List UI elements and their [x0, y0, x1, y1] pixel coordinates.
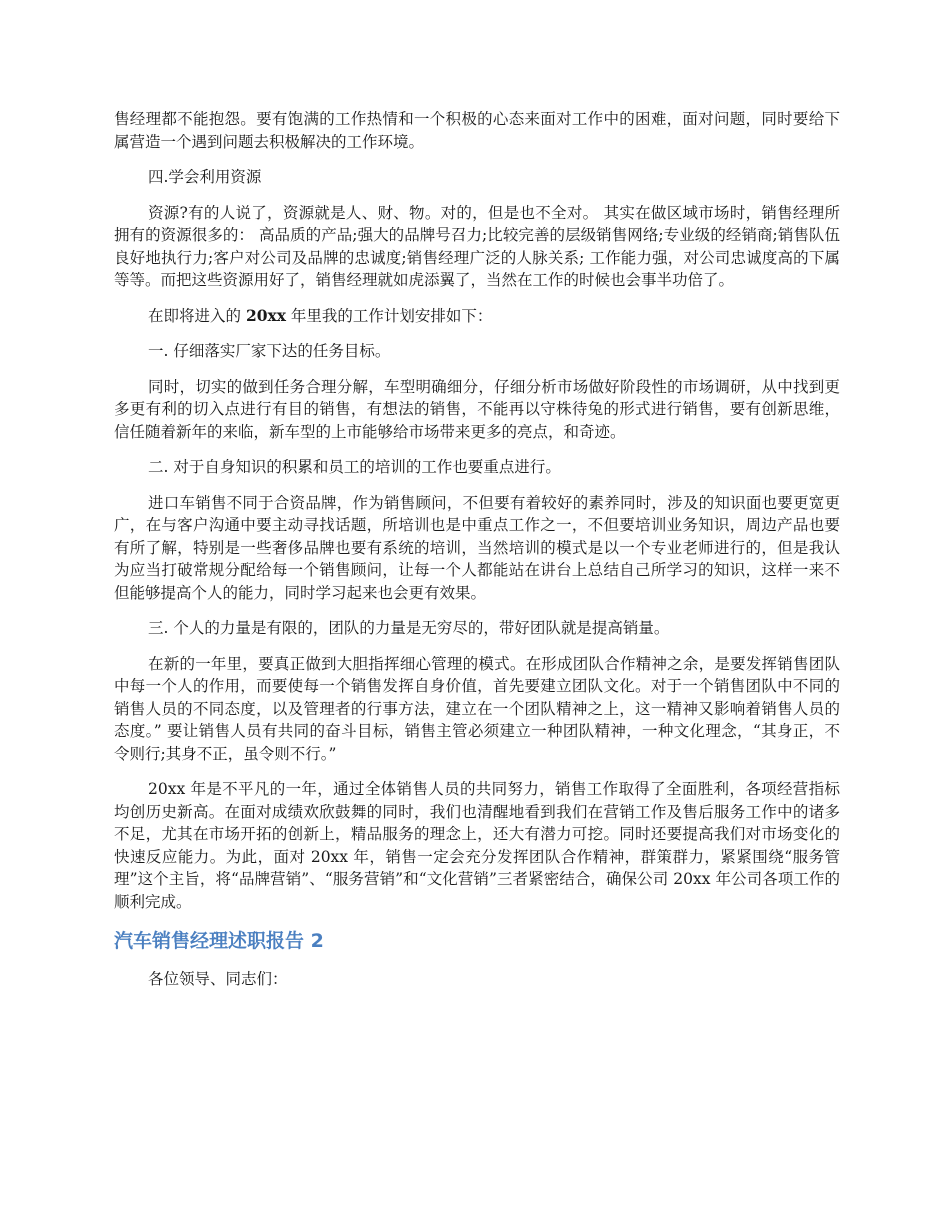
- plan-item-1: 一. 仔细落实厂家下达的任务目标。: [148, 342, 391, 360]
- section-title-use-resources: 四.学会利用资源: [148, 168, 262, 186]
- plan-item-3: 三. 个人的力量是有限的，团队的力量是无穷尽的，带好团队就是提高销量。: [148, 619, 670, 637]
- paragraph-resources: 资源?有的人说了，资源就是人、财、物。对的，但是也不全对。 其实在做区域市场时，销售经理所拥有的资源很多的： 高品质的产品;强大的品牌号召力;比较完善的层级销售网络;专业级的经销商;销售队伍良好地执行力;客户对公司及品牌的忠诚度;销售经理广泛的人脉关系; 工作能力强，对公司忠诚度高的下属等等。而把这些资源用好了，销售经理就如虎添翼了，当然在工作的时候也会事半功倍了。: [114, 203, 840, 289]
- report-heading: 汽车销售经理述职报告 2: [114, 930, 324, 952]
- paragraph-greeting: 各位领导、同志们：: [148, 970, 288, 988]
- plan-intro-year: 20xx: [245, 305, 286, 325]
- plan-item-2: 二. 对于自身知识的积累和员工的培训的工作也要重点进行。: [148, 458, 561, 476]
- paragraph-training: 进口车销售不同于合资品牌，作为销售顾问，不但要有着较好的素养同时，涉及的知识面也要更宽更广，在与客户沟通中要主动寻找话题，所培训也是中重点工作之一，不但要培训业务知识，周边产品也要有所了解，特别是一些奢侈品牌也要有系统的培训，当然培训的模式是以一个专业老师进行的，但是我认为应当打破常规分配给每一个销售顾问，让每一个人都能站在讲台上总结自己所学习的知识，这样一来不但能够提高个人的能力，同时学习起来也会更有效果。: [114, 493, 840, 602]
- paragraph-team-spirit: 在新的一年里，要真正做到大胆指挥细心管理的模式。在形成团队合作精神之余，是要发挥销售团队中每一个人的作用，而要使每一个销售发挥自身价值，首先要建立团队文化。对于一个销售团队中不同的销售人员的不同态度，以及管理者的行事方法，建立在一个团队精神之上，这一精神又影响着销售人员的态度。” 要让销售人员有共同的奋斗目标，销售主管必须建立一种团队精神，一种文化理念，“其身正，不令则行;其身不正，虽令则不行。”: [114, 654, 840, 763]
- paragraph-year-summary: 20xx 年是不平凡的一年，通过全体销售人员的共同努力，销售工作取得了全面胜利，各项经营指标均创历史新高。在面对成绩欢欣鼓舞的同时，我们也清醒地看到我们在营销工作及售后服务工作中的诸多不足，尤其在市场开拓的创新上，精品服务的理念上，还大有潜力可挖。同时还要提高我们对市场变化的快速反应能力。为此，面对 20xx 年，销售一定会充分发挥团队合作精神，群策群力，紧紧围绕“服务管理”这个主旨，将“品牌营销”、“服务营销”和“文化营销”三者紧密结合，确保公司 20xx 年公司各项工作的顺利完成。: [114, 780, 840, 911]
- paragraph-continuation: 售经理都不能抱怨。要有饱满的工作热情和一个积极的心态来面对工作中的困难，面对问题，同时要给下属营造一个遇到问题去积极解决的工作环境。: [114, 110, 840, 151]
- plan-intro-pre: 在即将进入的: [148, 306, 246, 325]
- paragraph-plan-intro: [114, 305, 840, 328]
- paragraph-task-breakdown: 同时，切实的做到任务合理分解，车型明确细分，仔细分析市场做好阶段性的市场调研，从中找到更多更有利的切入点进行有目的销售，有想法的销售，不能再以守株待兔的形式进行销售，要有创新思维，信任随着新年的来临，新车型的上市能够给市场带来更多的亮点，和奇迹。: [114, 377, 840, 441]
- document-page: [114, 108, 840, 1004]
- plan-intro-post: 年里我的工作计划安排如下：: [286, 306, 493, 325]
